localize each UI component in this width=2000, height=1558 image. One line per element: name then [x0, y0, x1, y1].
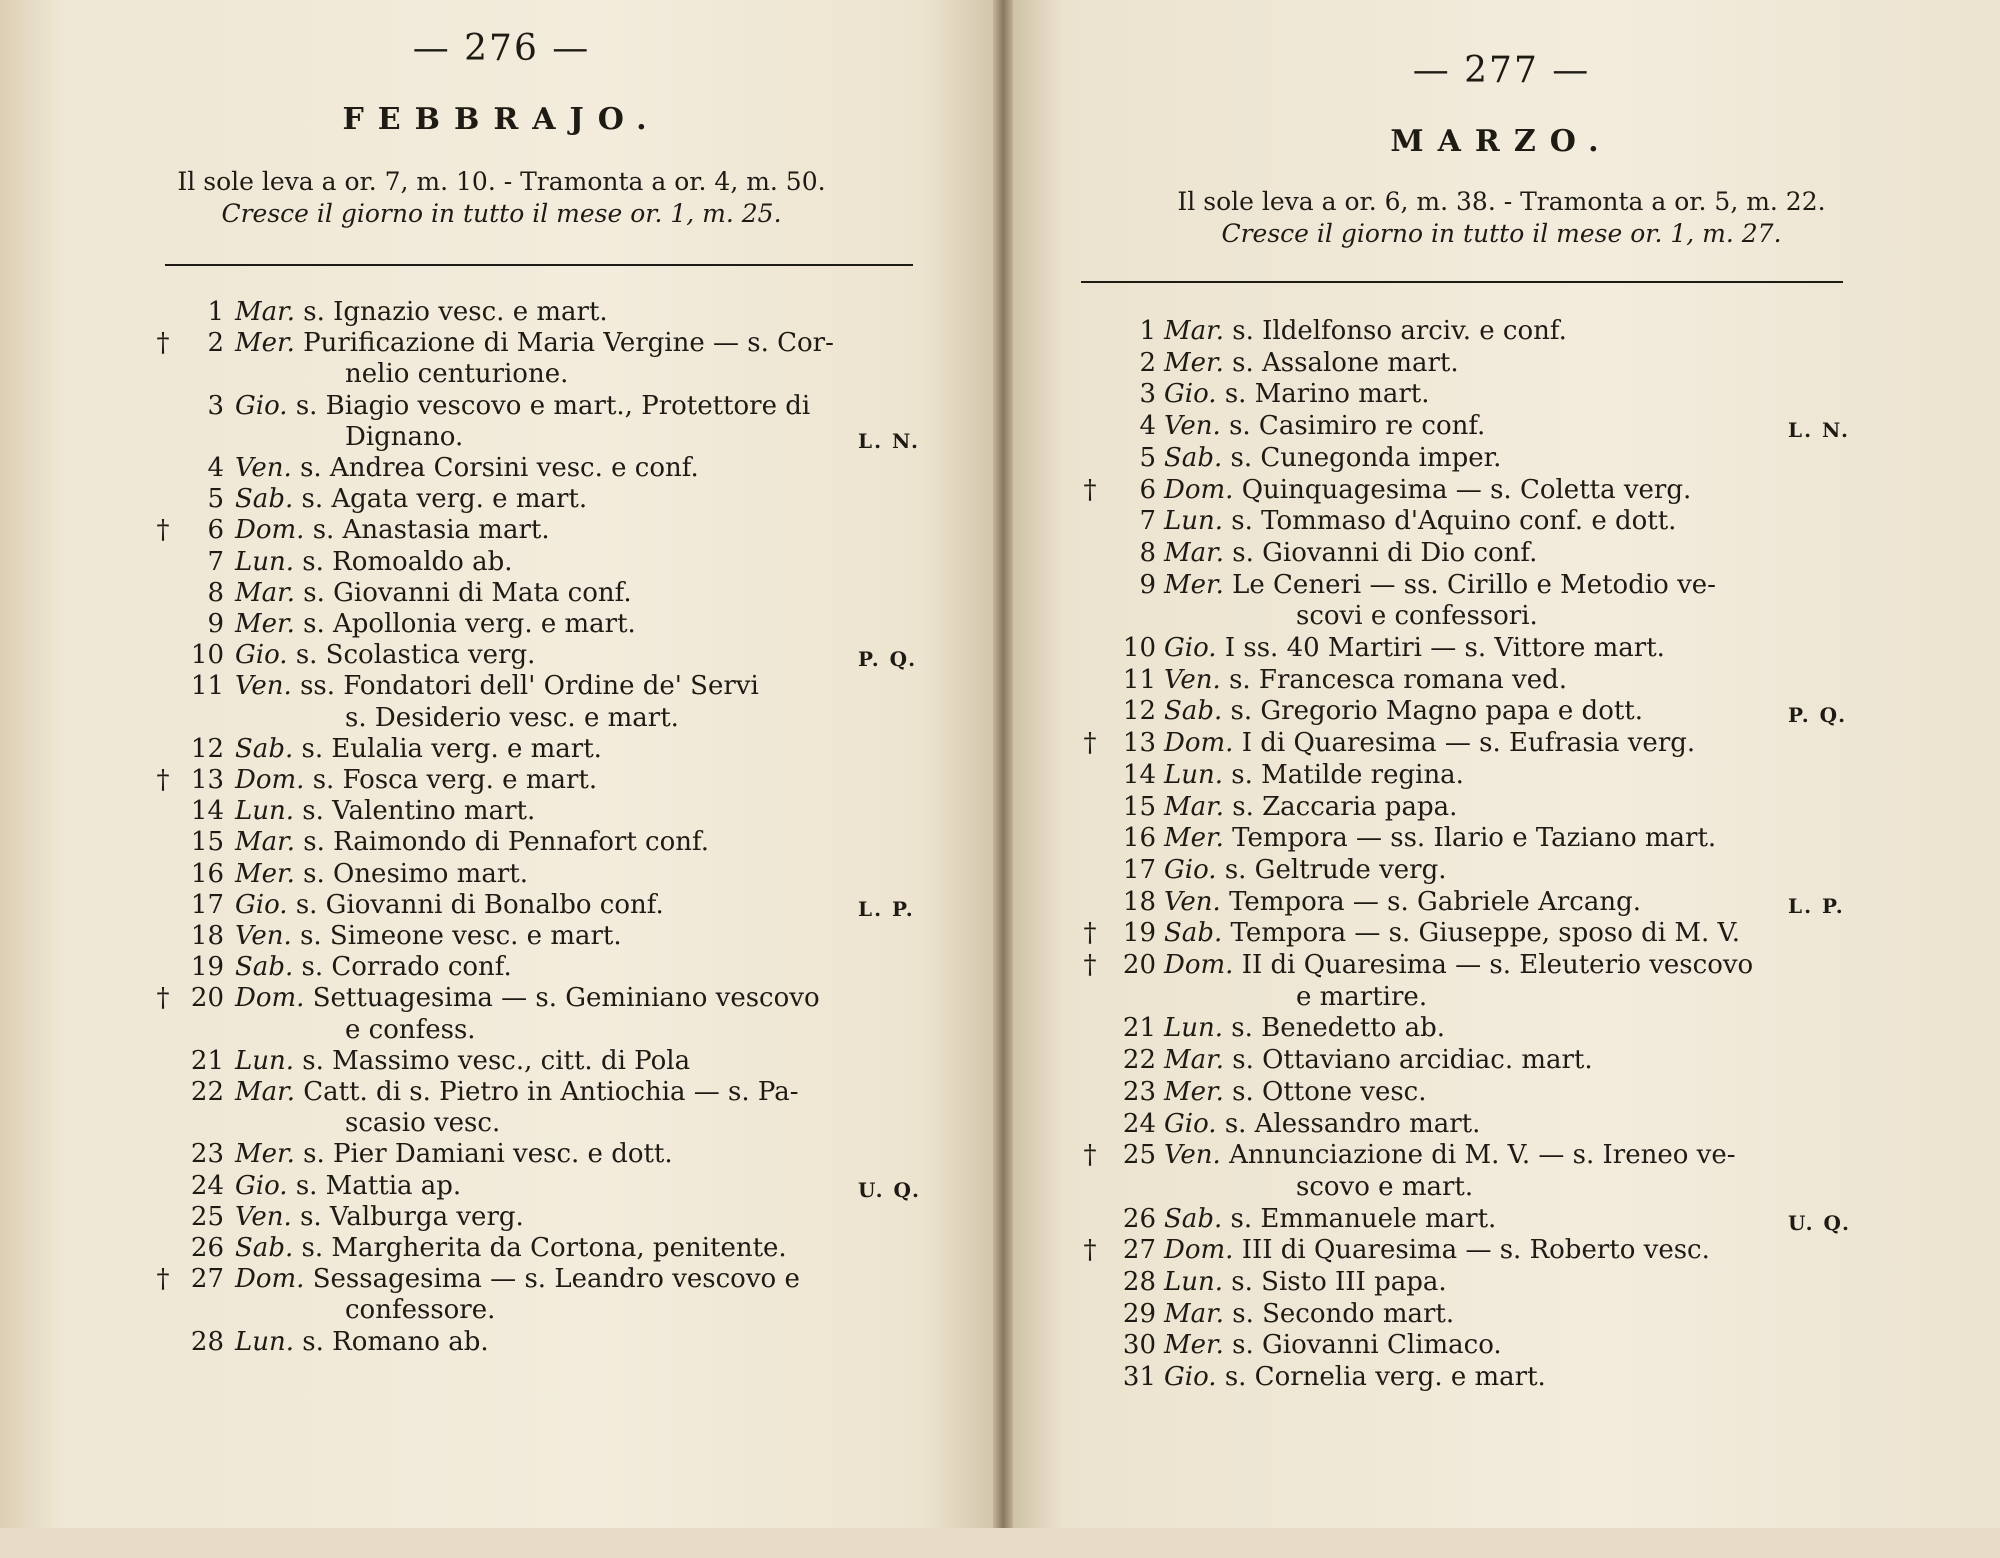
saint-text: Tempora — s. Gabriele Arcang.	[1229, 886, 1641, 917]
saint-text: Le Ceneri — ss. Cirillo e Metodio ve-	[1232, 569, 1716, 600]
day-number: 10	[1122, 633, 1156, 663]
saint-text: s. Casimiro re conf.	[1229, 411, 1486, 442]
saint-text: s. Corrado conf.	[301, 952, 512, 983]
day-number: 11	[1122, 664, 1156, 695]
day-number: 25	[190, 1201, 224, 1232]
moon-phase: P. Q.	[1788, 703, 1848, 728]
saint-text: s. Valburga verg.	[300, 1201, 524, 1232]
weekday: Sab.	[1164, 696, 1223, 727]
day-number: 21	[190, 1045, 224, 1076]
page-bottom-edge	[0, 1528, 2000, 1558]
weekday: Lun.	[1164, 506, 1224, 537]
moon-phase: U. Q.	[1788, 1210, 1851, 1235]
saint-text: ss. Fondatori dell' Ordine de' Servi	[300, 671, 759, 702]
weekday: Sab.	[1164, 442, 1223, 473]
weekday: Sab.	[235, 952, 294, 983]
day-number: 21	[1122, 1013, 1156, 1044]
saint-text: s. Alessandro mart.	[1224, 1108, 1481, 1139]
book-gutter	[993, 0, 1013, 1558]
saint-text: nelio centurione.	[345, 359, 569, 390]
day-number: 15	[1122, 791, 1156, 822]
sun-info	[0, 166, 1003, 230]
day-number: 1	[1139, 316, 1156, 346]
day-number: 10	[190, 640, 224, 671]
day-number: 16	[1122, 823, 1156, 854]
weekday: Dom.	[1164, 1235, 1234, 1266]
day-number: 31	[1122, 1362, 1156, 1393]
day-number: 8	[207, 577, 224, 608]
weekday: Sab.	[1164, 1203, 1223, 1234]
page-number: — 276 —	[412, 28, 591, 69]
weekday: Lun.	[235, 796, 295, 827]
day-number: 16	[190, 858, 224, 889]
weekday: Mer.	[1164, 1330, 1224, 1361]
saint-text: s. Scolastica verg.	[295, 640, 536, 671]
saint-text: s. Ottaviano arcidiac. mart.	[1232, 1045, 1593, 1076]
weekday: Dom.	[1164, 728, 1234, 759]
weekday: Mar.	[1164, 537, 1224, 568]
weekday: Gio.	[1164, 633, 1217, 663]
saint-text: Quinquagesima — s. Coletta verg.	[1241, 474, 1692, 505]
day-number: 18	[190, 921, 224, 951]
day-number: 19	[1122, 918, 1156, 949]
saint-text: s. Fosca verg. e mart.	[312, 765, 598, 795]
feast-dagger: †	[156, 328, 170, 359]
weekday: Lun.	[1164, 1267, 1224, 1297]
weekday: Mar.	[1164, 1298, 1224, 1329]
weekday: Mar.	[1164, 791, 1224, 822]
saint-text: s. Secondo mart.	[1232, 1298, 1455, 1329]
day-number: 17	[190, 889, 224, 920]
saint-text: s. Sisto III papa.	[1231, 1267, 1447, 1297]
weekday: Mar.	[235, 827, 295, 858]
day-number: 9	[1139, 569, 1156, 600]
day-number: 4	[207, 453, 224, 483]
day-number: 27	[190, 1264, 224, 1295]
saint-text: s. Ildelfonso arciv. e conf.	[1232, 316, 1567, 346]
weekday: Lun.	[235, 1045, 295, 1076]
weekday: Dom.	[235, 515, 305, 546]
weekday: Mer.	[235, 328, 295, 359]
day-number: 22	[190, 1077, 224, 1107]
feast-dagger: †	[1083, 1235, 1097, 1266]
weekday: Mer.	[1164, 1076, 1224, 1107]
weekday: Sab.	[235, 484, 294, 515]
saint-text: Dignano.	[345, 421, 464, 452]
saint-text: s. Zaccaria papa.	[1232, 791, 1458, 822]
saint-text: s. Marino mart.	[1224, 379, 1430, 410]
moon-phase: L. N.	[858, 428, 920, 453]
day-number: 26	[190, 1233, 224, 1263]
weekday: Mar.	[1164, 316, 1224, 346]
weekday: Ven.	[1164, 1140, 1221, 1171]
saint-text: III di Quaresima — s. Roberto vesc.	[1241, 1235, 1710, 1266]
weekday: Dom.	[235, 1264, 305, 1295]
weekday: Mer.	[1164, 569, 1224, 600]
day-number: 24	[190, 1170, 224, 1201]
day-number: 3	[207, 390, 224, 421]
day-number: 1	[207, 297, 224, 327]
weekday: Mer.	[235, 858, 295, 889]
saint-text: s. Andrea Corsini vesc. e conf.	[300, 453, 699, 483]
saint-text: confessore.	[345, 1295, 496, 1326]
weekday: Mer.	[1164, 347, 1224, 378]
feast-dagger: †	[156, 983, 170, 1014]
weekday: Ven.	[235, 1201, 292, 1232]
moon-phase: P. Q.	[858, 647, 918, 672]
day-number: 9	[207, 609, 224, 639]
saint-text: s. Apollonia verg. e mart.	[303, 609, 636, 639]
weekday: Gio.	[235, 889, 288, 920]
day-number: 17	[1122, 854, 1156, 885]
moon-phase: U. Q.	[858, 1177, 921, 1202]
saint-text: scasio vesc.	[345, 1108, 501, 1139]
day-number: 14	[1122, 759, 1156, 790]
weekday: Ven.	[1164, 886, 1221, 917]
header-rule	[165, 264, 913, 266]
sunrise-sunset-line: Il sole leva a or. 6, m. 38. - Tramonta a or. 5, m. 22.	[1177, 187, 1826, 216]
day-number: 14	[190, 796, 224, 827]
saint-text: s. Benedetto ab.	[1231, 1013, 1446, 1044]
day-number: 4	[1139, 411, 1156, 442]
weekday: Ven.	[1164, 664, 1221, 695]
day-number: 13	[1122, 728, 1156, 759]
saint-text: Tempora — ss. Ilario e Taziano mart.	[1232, 823, 1717, 854]
weekday: Gio.	[235, 390, 288, 421]
weekday: Mar.	[1164, 1045, 1224, 1076]
day-number: 3	[1139, 379, 1156, 410]
weekday: Sab.	[235, 1233, 294, 1263]
saint-text: s. Matilde regina.	[1231, 759, 1464, 790]
day-number: 5	[1139, 442, 1156, 473]
day-number: 6	[207, 515, 224, 546]
weekday: Gio.	[1164, 379, 1217, 410]
saint-text: s. Agata verg. e mart.	[301, 484, 588, 515]
sun-info	[1003, 186, 2000, 250]
saint-text: s. Giovanni Climaco.	[1232, 1330, 1502, 1361]
weekday: Gio.	[235, 1170, 288, 1201]
moon-phase: L. P.	[1788, 893, 1845, 918]
saint-text: s. Cunegonda imper.	[1230, 442, 1502, 473]
weekday: Ven.	[235, 453, 292, 483]
saint-text: s. Eulalia verg. e mart.	[301, 733, 602, 764]
saint-text: II di Quaresima — s. Eleuterio vescovo	[1241, 950, 1754, 980]
weekday: Lun.	[1164, 1013, 1224, 1044]
saint-text: s. Valentino mart.	[302, 796, 536, 827]
day-number: 18	[1122, 886, 1156, 917]
day-length-line: Cresce il giorno in tutto il mese or. 1, m. 25.	[221, 199, 782, 228]
month-title: MARZO.	[1390, 124, 1613, 159]
saint-text: s. Geltrude verg.	[1224, 854, 1447, 885]
saint-text: s. Biagio vescovo e mart., Protettore di	[295, 390, 811, 421]
day-number: 23	[190, 1139, 224, 1170]
saint-text: s. Assalone mart.	[1232, 347, 1459, 378]
saint-text: s. Massimo vesc., citt. di Pola	[302, 1045, 691, 1076]
saint-text: s. Onesimo mart.	[303, 858, 528, 889]
weekday: Ven.	[235, 921, 292, 951]
weekday: Lun.	[235, 546, 295, 577]
weekday: Lun.	[1164, 759, 1224, 790]
feast-dagger: †	[156, 515, 170, 546]
weekday: Mar.	[235, 297, 295, 327]
moon-phase: L. N.	[1788, 418, 1850, 443]
saint-text: Catt. di s. Pietro in Antiochia — s. Pa-	[303, 1077, 799, 1107]
day-number: 6	[1139, 474, 1156, 505]
saint-text: Sessagesima — s. Leandro vescovo e	[312, 1264, 800, 1295]
day-number: 12	[1122, 696, 1156, 727]
day-number: 30	[1122, 1330, 1156, 1361]
day-number: 15	[190, 827, 224, 858]
day-number: 23	[1122, 1076, 1156, 1107]
saint-text: Annunciazione di M. V. — s. Ireneo ve-	[1229, 1140, 1736, 1171]
weekday: Gio.	[1164, 1108, 1217, 1139]
day-number: 13	[190, 765, 224, 795]
saint-text: Settuagesima — s. Geminiano vescovo	[312, 983, 820, 1014]
saint-text: s. Giovanni di Mata conf.	[303, 577, 632, 608]
saint-text: e confess.	[345, 1014, 476, 1045]
saint-text: I ss. 40 Martiri — s. Vittore mart.	[1224, 633, 1665, 663]
saint-text: s. Ignazio vesc. e mart.	[303, 297, 608, 327]
day-number: 8	[1139, 537, 1156, 568]
weekday: Dom.	[235, 983, 305, 1014]
weekday: Dom.	[1164, 950, 1234, 980]
feast-dagger: †	[1083, 950, 1097, 980]
header-rule	[1081, 281, 1843, 283]
saint-text: I di Quaresima — s. Eufrasia verg.	[1241, 728, 1696, 759]
day-length-line: Cresce il giorno in tutto il mese or. 1, m. 27.	[1221, 219, 1782, 248]
saint-text: s. Pier Damiani vesc. e dott.	[303, 1139, 673, 1170]
day-number: 25	[1122, 1140, 1156, 1171]
saint-text: Tempora — s. Giuseppe, sposo di M. V.	[1230, 918, 1741, 949]
feast-dagger: †	[1083, 728, 1097, 759]
saint-text: Purificazione di Maria Vergine — s. Cor-	[303, 328, 834, 359]
weekday: Mar.	[235, 1077, 295, 1107]
weekday: Mer.	[235, 1139, 295, 1170]
weekday: Gio.	[1164, 854, 1217, 885]
saint-text: s. Desiderio vesc. e mart.	[345, 702, 679, 733]
saint-text: s. Francesca romana ved.	[1229, 664, 1567, 695]
saint-text: s. Gregorio Magno papa e dott.	[1230, 696, 1644, 727]
saint-text: s. Romoaldo ab.	[302, 546, 513, 577]
feast-dagger: †	[1083, 1140, 1097, 1171]
saint-text: s. Romano ab.	[302, 1326, 489, 1357]
feast-dagger: †	[1083, 918, 1097, 949]
day-number: 29	[1122, 1298, 1156, 1329]
day-number: 24	[1122, 1108, 1156, 1139]
day-number: 20	[190, 983, 224, 1014]
weekday: Lun.	[235, 1326, 295, 1357]
saint-text: s. Simeone vesc. e mart.	[300, 921, 622, 951]
day-number: 2	[1139, 347, 1156, 378]
day-number: 27	[1122, 1235, 1156, 1266]
month-title: FEBBRAJO.	[342, 102, 661, 137]
weekday: Dom.	[235, 765, 305, 795]
weekday: Gio.	[1164, 1362, 1217, 1393]
day-number: 7	[1139, 506, 1156, 537]
weekday: Gio.	[235, 640, 288, 671]
feast-dagger: †	[1083, 474, 1097, 505]
day-number: 20	[1122, 950, 1156, 980]
saint-text: s. Raimondo di Pennafort conf.	[303, 827, 709, 858]
saint-text: s. Ottone vesc.	[1232, 1076, 1427, 1107]
saint-text: scovo e mart.	[1296, 1171, 1474, 1202]
day-number: 22	[1122, 1045, 1156, 1076]
sunrise-sunset-line: Il sole leva a or. 7, m. 10. - Tramonta a or. 4, m. 50.	[177, 167, 826, 196]
page-march	[1003, 0, 2000, 1558]
day-number: 5	[207, 484, 224, 515]
day-number: 19	[190, 952, 224, 983]
saint-text: s. Mattia ap.	[295, 1170, 462, 1201]
saint-text: scovi e confessori.	[1296, 601, 1538, 632]
weekday: Mer.	[1164, 823, 1224, 854]
day-number: 7	[207, 546, 224, 577]
weekday: Mer.	[235, 609, 295, 639]
saint-text: e martire.	[1296, 981, 1428, 1012]
day-number: 28	[190, 1326, 224, 1357]
weekday: Ven.	[1164, 411, 1221, 442]
saint-text: s. Cornelia verg. e mart.	[1224, 1362, 1546, 1393]
saint-text: s. Anastasia mart.	[312, 515, 550, 546]
day-number: 11	[190, 671, 224, 702]
page-number: — 277 —	[1412, 50, 1591, 91]
saint-text: s. Margherita da Cortona, penitente.	[301, 1233, 787, 1263]
day-number: 2	[207, 328, 224, 359]
day-number: 28	[1122, 1267, 1156, 1297]
weekday: Sab.	[1164, 918, 1223, 949]
day-number: 12	[190, 733, 224, 764]
weekday: Ven.	[235, 671, 292, 702]
saint-text: s. Emmanuele mart.	[1230, 1203, 1497, 1234]
feast-dagger: †	[156, 765, 170, 795]
saint-text: s. Tommaso d'Aquino conf. e dott.	[1231, 506, 1677, 537]
weekday: Sab.	[235, 733, 294, 764]
weekday: Dom.	[1164, 474, 1234, 505]
day-number: 26	[1122, 1203, 1156, 1234]
saint-text: s. Giovanni di Dio conf.	[1232, 537, 1538, 568]
weekday: Mar.	[235, 577, 295, 608]
feast-dagger: †	[156, 1264, 170, 1295]
moon-phase: L. P.	[858, 896, 915, 921]
saint-text: s. Giovanni di Bonalbo conf.	[295, 889, 664, 920]
